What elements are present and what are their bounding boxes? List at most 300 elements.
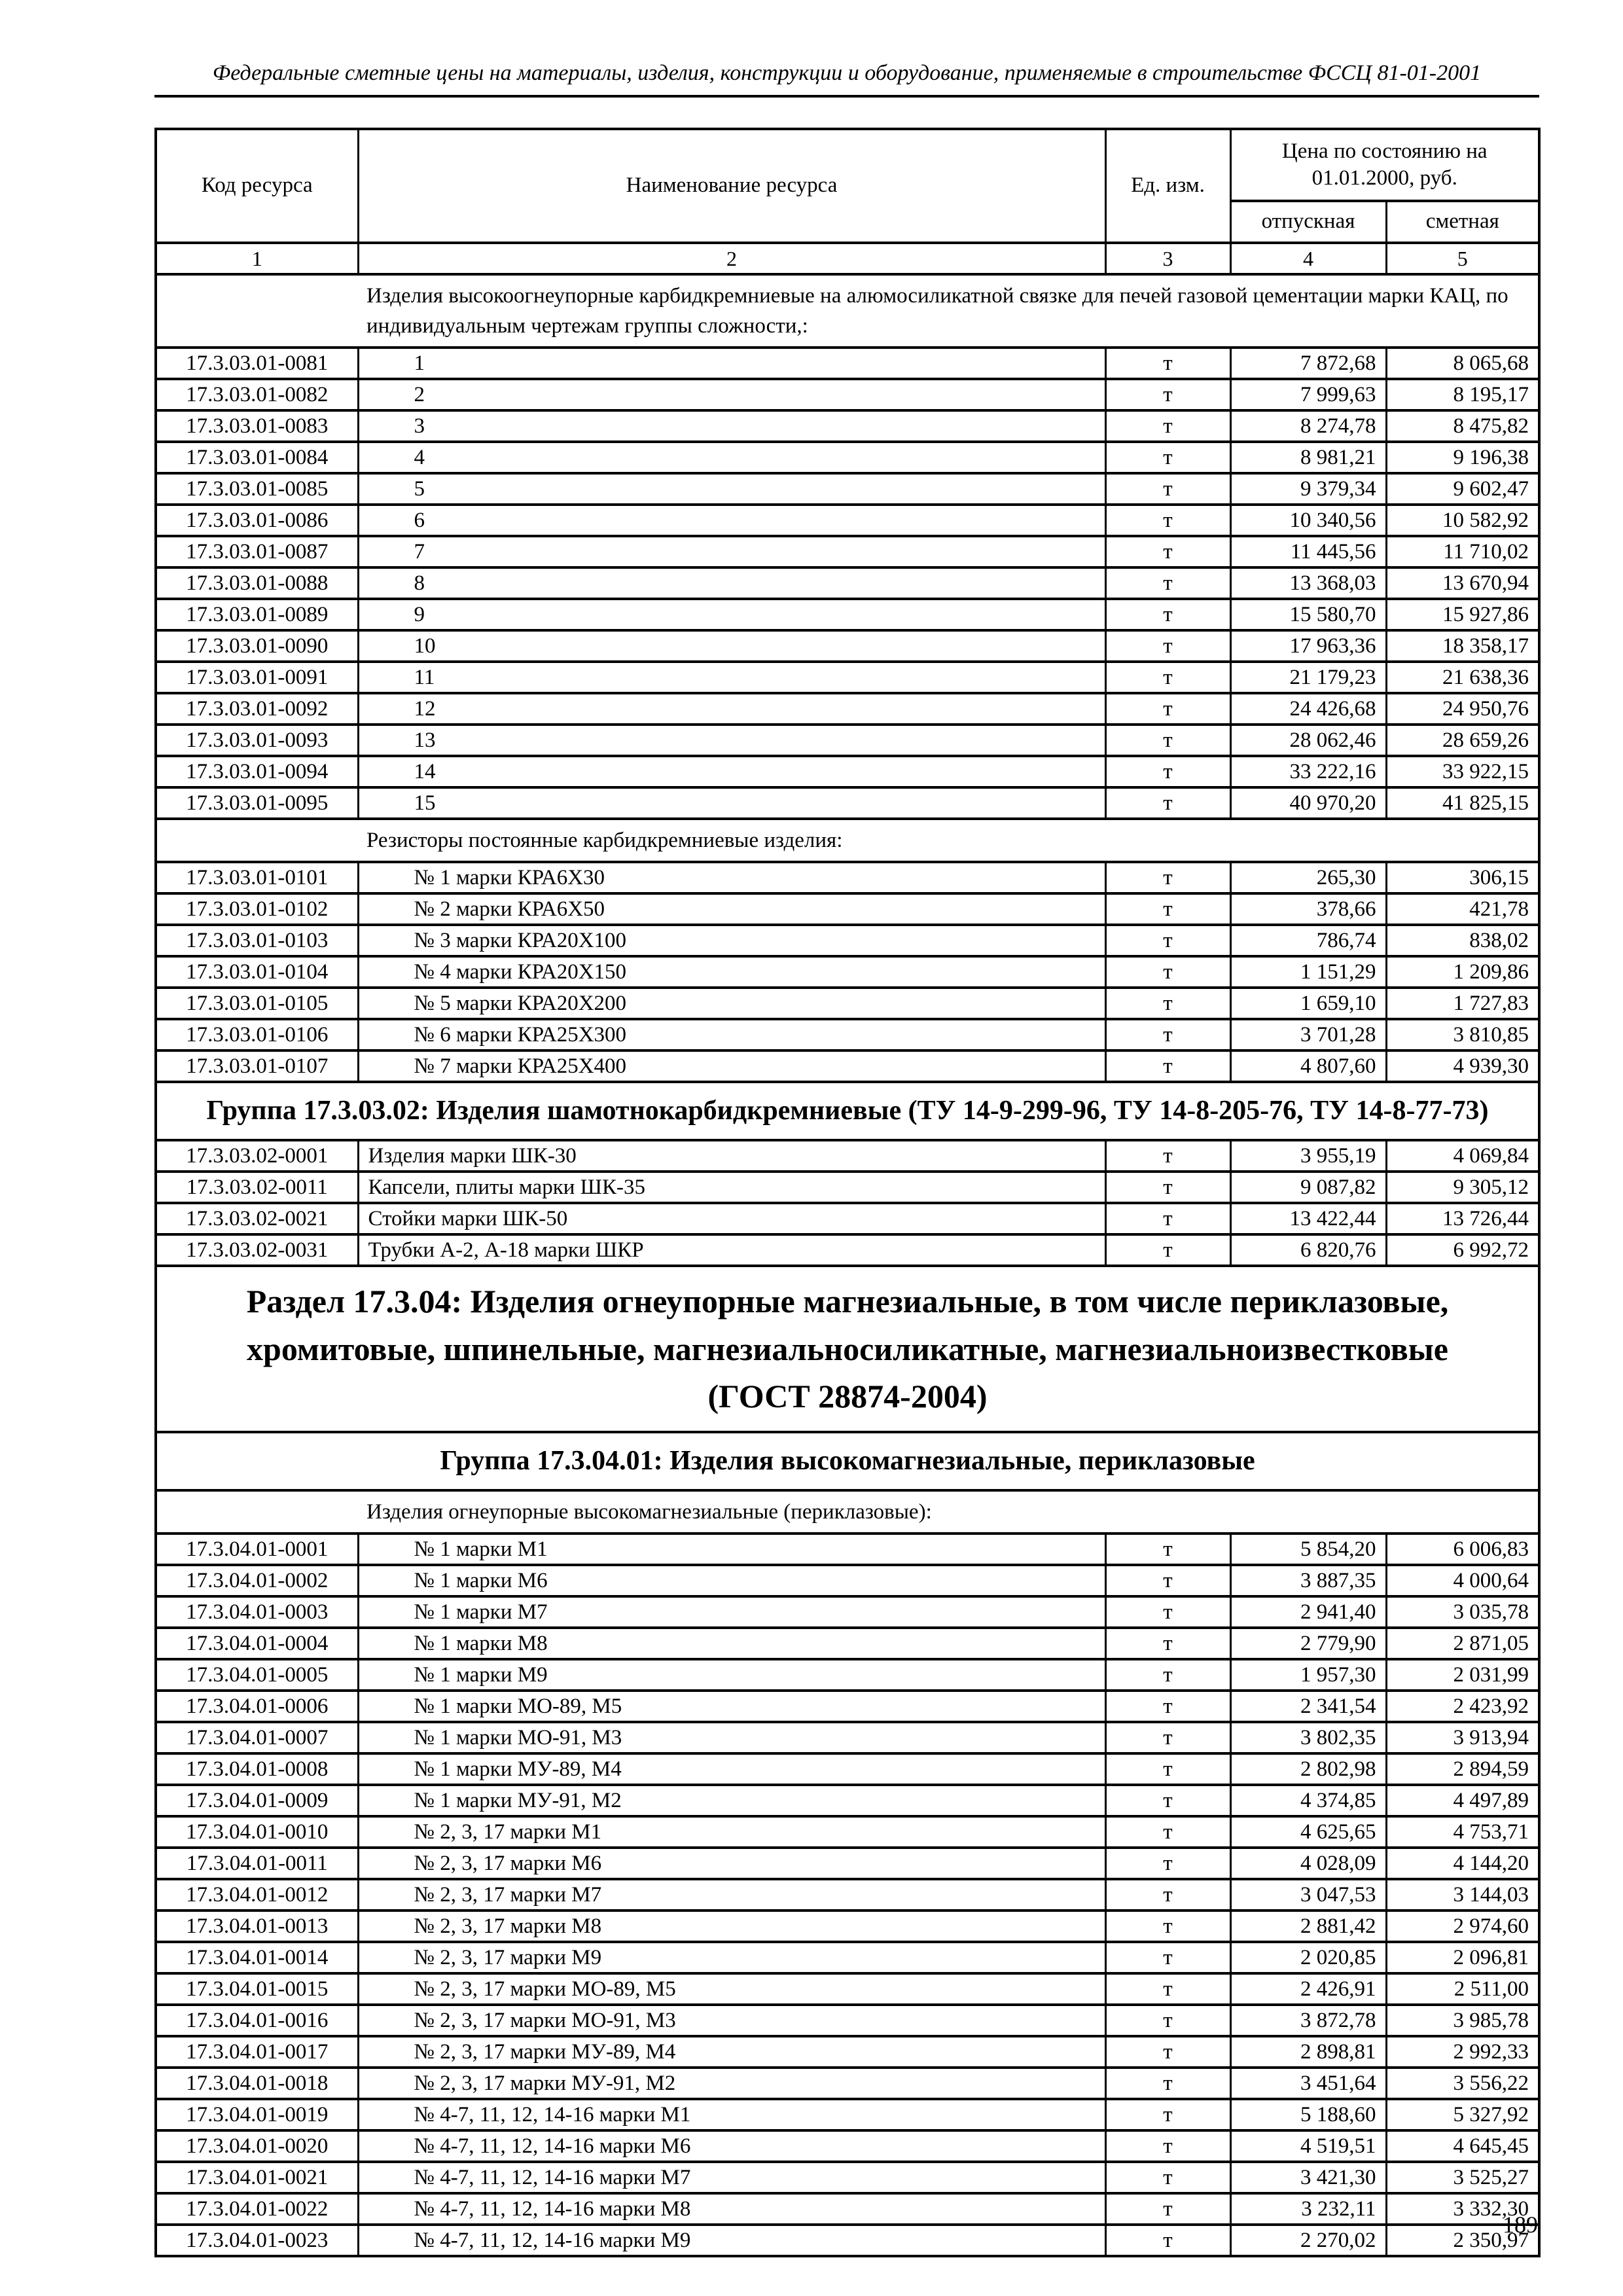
resource-name-cell: № 5 марки КРА20Х200 bbox=[358, 988, 1105, 1019]
resource-name-cell: № 4-7, 11, 12, 14-16 марки М9 bbox=[358, 2225, 1105, 2256]
price-otpusk-cell: 3 232,11 bbox=[1230, 2193, 1386, 2225]
price-smeta-cell: 2 992,33 bbox=[1386, 2036, 1539, 2068]
resource-name-cell: 15 bbox=[358, 787, 1105, 819]
resource-code-cell: 17.3.03.02-0031 bbox=[156, 1234, 358, 1266]
price-smeta-cell: 2 350,97 bbox=[1386, 2225, 1539, 2256]
resource-code-cell: 17.3.03.01-0089 bbox=[156, 599, 358, 630]
resource-name-cell: № 2, 3, 17 марки МУ-89, М4 bbox=[358, 2036, 1105, 2068]
price-otpusk-cell: 13 422,44 bbox=[1230, 1203, 1386, 1234]
resource-code-cell: 17.3.04.01-0008 bbox=[156, 1753, 358, 1785]
unit-cell: т bbox=[1105, 1973, 1230, 2005]
unit-cell: т bbox=[1105, 1534, 1230, 1565]
price-otpusk-cell: 17 963,36 bbox=[1230, 630, 1386, 662]
unit-cell: т bbox=[1105, 956, 1230, 988]
resource-name-cell: 13 bbox=[358, 725, 1105, 756]
price-smeta-cell: 4 144,20 bbox=[1386, 1848, 1539, 1879]
unit-cell: т bbox=[1105, 2162, 1230, 2193]
price-smeta-cell: 4 000,64 bbox=[1386, 1565, 1539, 1596]
table-row bbox=[156, 1879, 1539, 1910]
price-otpusk-cell: 2 779,90 bbox=[1230, 1628, 1386, 1659]
resource-code-cell: 17.3.04.01-0018 bbox=[156, 2068, 358, 2099]
resource-code-cell: 17.3.03.01-0101 bbox=[156, 862, 358, 893]
resource-name-cell: Изделия марки ШК-30 bbox=[358, 1140, 1105, 1172]
price-otpusk-cell: 4 374,85 bbox=[1230, 1785, 1386, 1816]
unit-cell: т bbox=[1105, 1785, 1230, 1816]
resource-code-cell: 17.3.03.02-0021 bbox=[156, 1203, 358, 1234]
unit-cell: т bbox=[1105, 348, 1230, 379]
resource-code-cell: 17.3.03.01-0084 bbox=[156, 442, 358, 473]
table-row bbox=[156, 1910, 1539, 1942]
resource-code-cell: 17.3.03.01-0081 bbox=[156, 348, 358, 379]
resource-code-cell: 17.3.03.02-0011 bbox=[156, 1172, 358, 1203]
price-otpusk-cell: 7 872,68 bbox=[1230, 348, 1386, 379]
price-otpusk-cell: 2 941,40 bbox=[1230, 1596, 1386, 1628]
unit-cell: т bbox=[1105, 442, 1230, 473]
price-otpusk-cell: 3 701,28 bbox=[1230, 1019, 1386, 1050]
header-row-column-numbers bbox=[156, 243, 1539, 274]
resource-name-cell: 11 bbox=[358, 662, 1105, 693]
price-otpusk-cell: 40 970,20 bbox=[1230, 787, 1386, 819]
document-title: Федеральные сметные цены на материалы, изделия, конструкции и оборудование, применяемые в строительстве ФССЦ 81-01-2001 bbox=[212, 61, 1482, 85]
resource-name-cell: № 1 марки МО-89, М5 bbox=[358, 1691, 1105, 1722]
resource-name-cell: № 1 марки М6 bbox=[358, 1565, 1105, 1596]
resource-name-cell: № 2, 3, 17 марки М6 bbox=[358, 1848, 1105, 1879]
column-number: 4 bbox=[1230, 243, 1386, 274]
desc-header-cell: Резисторы постоянные карбидкремниевые изделия: bbox=[156, 819, 1539, 862]
price-smeta-cell: 2 871,05 bbox=[1386, 1628, 1539, 1659]
price-otpusk-cell: 2 020,85 bbox=[1230, 1942, 1386, 1973]
resource-code-cell: 17.3.04.01-0022 bbox=[156, 2193, 358, 2225]
price-otpusk-cell: 3 887,35 bbox=[1230, 1565, 1386, 1596]
unit-cell: т bbox=[1105, 2193, 1230, 2225]
unit-cell: т bbox=[1105, 410, 1230, 442]
table-row bbox=[156, 1019, 1539, 1050]
price-smeta-cell: 21 638,36 bbox=[1386, 662, 1539, 693]
price-smeta-cell: 8 065,68 bbox=[1386, 348, 1539, 379]
resource-code-cell: 17.3.03.01-0093 bbox=[156, 725, 358, 756]
resource-name-cell: № 2, 3, 17 марки М8 bbox=[358, 1910, 1105, 1942]
table-row bbox=[156, 1565, 1539, 1596]
resource-name-cell: № 2, 3, 17 марки М1 bbox=[358, 1816, 1105, 1848]
price-smeta-cell: 2 031,99 bbox=[1386, 1659, 1539, 1691]
price-smeta-cell: 8 195,17 bbox=[1386, 379, 1539, 410]
price-smeta-cell: 3 913,94 bbox=[1386, 1722, 1539, 1753]
resource-name-cell: № 1 марки М1 bbox=[358, 1534, 1105, 1565]
unit-cell: т bbox=[1105, 2130, 1230, 2162]
resource-name-cell: Трубки А-2, А-18 марки ШКР bbox=[358, 1234, 1105, 1266]
table-row-section bbox=[156, 1266, 1539, 1432]
price-smeta-cell: 33 922,15 bbox=[1386, 756, 1539, 787]
resource-code-cell: 17.3.03.01-0094 bbox=[156, 756, 358, 787]
resource-code-cell: 17.3.03.01-0088 bbox=[156, 567, 358, 599]
price-smeta-cell: 3 332,30 bbox=[1386, 2193, 1539, 2225]
price-otpusk-cell: 1 151,29 bbox=[1230, 956, 1386, 988]
resource-code-cell: 17.3.03.01-0095 bbox=[156, 787, 358, 819]
resource-code-cell: 17.3.03.01-0104 bbox=[156, 956, 358, 988]
table-body bbox=[156, 274, 1539, 2256]
table-row-desc bbox=[156, 274, 1539, 348]
resource-name-cell: № 2, 3, 17 марки МУ-91, М2 bbox=[358, 2068, 1105, 2099]
price-otpusk-cell: 5 188,60 bbox=[1230, 2099, 1386, 2130]
unit-cell: т bbox=[1105, 599, 1230, 630]
resource-code-cell: 17.3.03.01-0090 bbox=[156, 630, 358, 662]
resource-code-cell: 17.3.04.01-0012 bbox=[156, 1879, 358, 1910]
price-otpusk-cell: 4 028,09 bbox=[1230, 1848, 1386, 1879]
price-otpusk-cell: 9 087,82 bbox=[1230, 1172, 1386, 1203]
resource-name-cell: № 2, 3, 17 марки МО-89, М5 bbox=[358, 1973, 1105, 2005]
unit-cell: т bbox=[1105, 1203, 1230, 1234]
price-otpusk-cell: 3 451,64 bbox=[1230, 2068, 1386, 2099]
table-row bbox=[156, 442, 1539, 473]
table-row-group bbox=[156, 1082, 1539, 1140]
unit-cell: т bbox=[1105, 2005, 1230, 2036]
resource-name-cell: Капсели, плиты марки ШК-35 bbox=[358, 1172, 1105, 1203]
price-smeta-cell: 4 069,84 bbox=[1386, 1140, 1539, 1172]
table-row-group bbox=[156, 1432, 1539, 1490]
resource-name-cell: № 2, 3, 17 марки МО-91, М3 bbox=[358, 2005, 1105, 2036]
resource-code-cell: 17.3.04.01-0001 bbox=[156, 1534, 358, 1565]
resource-name-cell: 12 bbox=[358, 693, 1105, 725]
price-otpusk-cell: 28 062,46 bbox=[1230, 725, 1386, 756]
table-row bbox=[156, 1722, 1539, 1753]
price-otpusk-cell: 4 807,60 bbox=[1230, 1050, 1386, 1082]
resource-name-cell: 5 bbox=[358, 473, 1105, 505]
col-header-price-smeta: сметная bbox=[1386, 201, 1539, 243]
col-header-resource-name: Наименование ресурса bbox=[358, 129, 1105, 243]
unit-cell: т bbox=[1105, 1691, 1230, 1722]
unit-cell: т bbox=[1105, 662, 1230, 693]
table-row bbox=[156, 1534, 1539, 1565]
resource-name-cell: № 4-7, 11, 12, 14-16 марки М1 bbox=[358, 2099, 1105, 2130]
table-row bbox=[156, 1816, 1539, 1848]
price-otpusk-cell: 2 270,02 bbox=[1230, 2225, 1386, 2256]
resource-name-cell: 6 bbox=[358, 505, 1105, 536]
unit-cell: т bbox=[1105, 893, 1230, 925]
table-row bbox=[156, 2162, 1539, 2193]
resource-code-cell: 17.3.03.01-0083 bbox=[156, 410, 358, 442]
group-header-cell: Группа 17.3.03.02: Изделия шамотнокарбидкремниевые (ТУ 14-9-299-96, ТУ 14-8-205-76, ТУ 14-8-77-73) bbox=[156, 1082, 1539, 1140]
resource-code-cell: 17.3.03.01-0087 bbox=[156, 536, 358, 567]
resource-code-cell: 17.3.04.01-0013 bbox=[156, 1910, 358, 1942]
price-smeta-cell: 15 927,86 bbox=[1386, 599, 1539, 630]
unit-cell: т bbox=[1105, 1140, 1230, 1172]
table-row bbox=[156, 925, 1539, 956]
unit-cell: т bbox=[1105, 787, 1230, 819]
table-row bbox=[156, 1140, 1539, 1172]
resource-code-cell: 17.3.03.01-0082 bbox=[156, 379, 358, 410]
price-smeta-cell: 41 825,15 bbox=[1386, 787, 1539, 819]
unit-cell: т bbox=[1105, 756, 1230, 787]
price-otpusk-cell: 8 274,78 bbox=[1230, 410, 1386, 442]
unit-cell: т bbox=[1105, 1879, 1230, 1910]
resource-code-cell: 17.3.04.01-0006 bbox=[156, 1691, 358, 1722]
unit-cell: т bbox=[1105, 693, 1230, 725]
resource-name-cell: № 2 марки КРА6Х50 bbox=[358, 893, 1105, 925]
section-header-cell: Раздел 17.3.04: Изделия огнеупорные магнезиальные, в том числе периклазовые, хромитовые, шпинельные, магнезиальносиликатные, магнезиальноизвестковые (ГОСТ 28874-2004) bbox=[156, 1266, 1539, 1432]
price-otpusk-cell: 3 047,53 bbox=[1230, 1879, 1386, 1910]
table-row bbox=[156, 1848, 1539, 1879]
resource-name-cell: № 4-7, 11, 12, 14-16 марки М8 bbox=[358, 2193, 1105, 2225]
resource-name-cell: № 1 марки МУ-91, М2 bbox=[358, 1785, 1105, 1816]
unit-cell: т bbox=[1105, 1596, 1230, 1628]
price-otpusk-cell: 33 222,16 bbox=[1230, 756, 1386, 787]
group-header-cell: Группа 17.3.04.01: Изделия высокомагнезиальные, периклазовые bbox=[156, 1432, 1539, 1490]
unit-cell: т bbox=[1105, 379, 1230, 410]
resource-name-cell: № 1 марки КРА6Х30 bbox=[358, 862, 1105, 893]
price-smeta-cell: 9 196,38 bbox=[1386, 442, 1539, 473]
resource-code-cell: 17.3.03.01-0106 bbox=[156, 1019, 358, 1050]
price-smeta-cell: 13 670,94 bbox=[1386, 567, 1539, 599]
price-smeta-cell: 13 726,44 bbox=[1386, 1203, 1539, 1234]
price-smeta-cell: 2 511,00 bbox=[1386, 1973, 1539, 2005]
table-row bbox=[156, 2099, 1539, 2130]
price-otpusk-cell: 10 340,56 bbox=[1230, 505, 1386, 536]
unit-cell: т bbox=[1105, 2225, 1230, 2256]
resource-name-cell: № 2, 3, 17 марки М9 bbox=[358, 1942, 1105, 1973]
table-row bbox=[156, 379, 1539, 410]
price-otpusk-cell: 15 580,70 bbox=[1230, 599, 1386, 630]
price-table bbox=[154, 128, 1541, 2257]
resource-code-cell: 17.3.03.01-0091 bbox=[156, 662, 358, 693]
unit-cell: т bbox=[1105, 725, 1230, 756]
price-otpusk-cell: 21 179,23 bbox=[1230, 662, 1386, 693]
column-number: 3 bbox=[1105, 243, 1230, 274]
price-smeta-cell: 6 992,72 bbox=[1386, 1234, 1539, 1266]
price-otpusk-cell: 2 802,98 bbox=[1230, 1753, 1386, 1785]
price-otpusk-cell: 13 368,03 bbox=[1230, 567, 1386, 599]
unit-cell: т bbox=[1105, 2036, 1230, 2068]
table-row bbox=[156, 862, 1539, 893]
table-header bbox=[156, 129, 1539, 274]
unit-cell: т bbox=[1105, 567, 1230, 599]
resource-name-cell: № 4 марки КРА20Х150 bbox=[358, 956, 1105, 988]
desc-header-cell: Изделия огнеупорные высокомагнезиальные (периклазовые): bbox=[156, 1490, 1539, 1534]
resource-code-cell: 17.3.03.01-0085 bbox=[156, 473, 358, 505]
price-smeta-cell: 8 475,82 bbox=[1386, 410, 1539, 442]
table-row bbox=[156, 1234, 1539, 1266]
resource-name-cell: № 1 марки МО-91, М3 bbox=[358, 1722, 1105, 1753]
unit-cell: т bbox=[1105, 473, 1230, 505]
price-smeta-cell: 3 810,85 bbox=[1386, 1019, 1539, 1050]
resource-code-cell: 17.3.03.02-0001 bbox=[156, 1140, 358, 1172]
price-otpusk-cell: 2 426,91 bbox=[1230, 1973, 1386, 2005]
resource-name-cell: № 3 марки КРА20Х100 bbox=[358, 925, 1105, 956]
page-number: 189 bbox=[1503, 2212, 1538, 2238]
unit-cell: т bbox=[1105, 1050, 1230, 1082]
resource-name-cell: № 4-7, 11, 12, 14-16 марки М6 bbox=[358, 2130, 1105, 2162]
resource-name-cell: 8 bbox=[358, 567, 1105, 599]
resource-code-cell: 17.3.04.01-0017 bbox=[156, 2036, 358, 2068]
table-row-desc bbox=[156, 819, 1539, 862]
price-otpusk-cell: 24 426,68 bbox=[1230, 693, 1386, 725]
unit-cell: т bbox=[1105, 2068, 1230, 2099]
price-otpusk-cell: 7 999,63 bbox=[1230, 379, 1386, 410]
table-row bbox=[156, 756, 1539, 787]
resource-name-cell: 2 bbox=[358, 379, 1105, 410]
table-row bbox=[156, 348, 1539, 379]
table-row bbox=[156, 2225, 1539, 2256]
price-smeta-cell: 3 035,78 bbox=[1386, 1596, 1539, 1628]
table-row bbox=[156, 473, 1539, 505]
resource-code-cell: 17.3.03.01-0103 bbox=[156, 925, 358, 956]
price-smeta-cell: 3 144,03 bbox=[1386, 1879, 1539, 1910]
resource-name-cell: 10 bbox=[358, 630, 1105, 662]
price-otpusk-cell: 2 881,42 bbox=[1230, 1910, 1386, 1942]
resource-name-cell: 9 bbox=[358, 599, 1105, 630]
table-row bbox=[156, 410, 1539, 442]
price-otpusk-cell: 3 421,30 bbox=[1230, 2162, 1386, 2193]
header-row-labels bbox=[156, 129, 1539, 201]
table-row bbox=[156, 536, 1539, 567]
table-row bbox=[156, 630, 1539, 662]
col-header-resource-code: Код ресурса bbox=[156, 129, 358, 243]
price-otpusk-cell: 4 519,51 bbox=[1230, 2130, 1386, 2162]
table-row bbox=[156, 1203, 1539, 1234]
price-smeta-cell: 4 645,45 bbox=[1386, 2130, 1539, 2162]
resource-name-cell: 7 bbox=[358, 536, 1105, 567]
unit-cell: т bbox=[1105, 1628, 1230, 1659]
resource-name-cell: № 2, 3, 17 марки М7 bbox=[358, 1879, 1105, 1910]
price-smeta-cell: 24 950,76 bbox=[1386, 693, 1539, 725]
table-row bbox=[156, 2193, 1539, 2225]
resource-name-cell: № 6 марки КРА25Х300 bbox=[358, 1019, 1105, 1050]
unit-cell: т bbox=[1105, 988, 1230, 1019]
page-header bbox=[154, 60, 1539, 98]
unit-cell: т bbox=[1105, 925, 1230, 956]
price-otpusk-cell: 5 854,20 bbox=[1230, 1534, 1386, 1565]
price-otpusk-cell: 1 659,10 bbox=[1230, 988, 1386, 1019]
resource-name-cell: № 1 марки М8 bbox=[358, 1628, 1105, 1659]
table-row bbox=[156, 956, 1539, 988]
resource-code-cell: 17.3.03.01-0102 bbox=[156, 893, 358, 925]
resource-code-cell: 17.3.04.01-0020 bbox=[156, 2130, 358, 2162]
unit-cell: т bbox=[1105, 1172, 1230, 1203]
table-row bbox=[156, 1596, 1539, 1628]
column-number: 5 bbox=[1386, 243, 1539, 274]
resource-name-cell: 4 bbox=[358, 442, 1105, 473]
price-smeta-cell: 2 894,59 bbox=[1386, 1753, 1539, 1785]
column-number: 2 bbox=[358, 243, 1105, 274]
unit-cell: т bbox=[1105, 1234, 1230, 1266]
resource-code-cell: 17.3.04.01-0016 bbox=[156, 2005, 358, 2036]
resource-code-cell: 17.3.04.01-0007 bbox=[156, 1722, 358, 1753]
unit-cell: т bbox=[1105, 1659, 1230, 1691]
resource-code-cell: 17.3.04.01-0011 bbox=[156, 1848, 358, 1879]
price-smeta-cell: 838,02 bbox=[1386, 925, 1539, 956]
price-otpusk-cell: 6 820,76 bbox=[1230, 1234, 1386, 1266]
price-smeta-cell: 5 327,92 bbox=[1386, 2099, 1539, 2130]
col-header-unit: Ед. изм. bbox=[1105, 129, 1230, 243]
price-otpusk-cell: 378,66 bbox=[1230, 893, 1386, 925]
resource-code-cell: 17.3.03.01-0092 bbox=[156, 693, 358, 725]
table-row bbox=[156, 1942, 1539, 1973]
resource-name-cell: № 1 марки М9 bbox=[358, 1659, 1105, 1691]
table-row bbox=[156, 2036, 1539, 2068]
resource-code-cell: 17.3.04.01-0003 bbox=[156, 1596, 358, 1628]
col-header-price-group: Цена по состоянию на 01.01.2000, руб. bbox=[1230, 129, 1539, 201]
resource-name-cell: № 1 марки М7 bbox=[358, 1596, 1105, 1628]
resource-code-cell: 17.3.04.01-0010 bbox=[156, 1816, 358, 1848]
price-smeta-cell: 2 974,60 bbox=[1386, 1910, 1539, 1942]
price-otpusk-cell: 1 957,30 bbox=[1230, 1659, 1386, 1691]
unit-cell: т bbox=[1105, 1848, 1230, 1879]
price-smeta-cell: 28 659,26 bbox=[1386, 725, 1539, 756]
unit-cell: т bbox=[1105, 1942, 1230, 1973]
unit-cell: т bbox=[1105, 1816, 1230, 1848]
price-otpusk-cell: 2 898,81 bbox=[1230, 2036, 1386, 2068]
table-row bbox=[156, 1691, 1539, 1722]
price-smeta-cell: 6 006,83 bbox=[1386, 1534, 1539, 1565]
resource-name-cell: № 7 марки КРА25Х400 bbox=[358, 1050, 1105, 1082]
table-row bbox=[156, 2005, 1539, 2036]
table-row bbox=[156, 693, 1539, 725]
price-smeta-cell: 10 582,92 bbox=[1386, 505, 1539, 536]
price-otpusk-cell: 786,74 bbox=[1230, 925, 1386, 956]
resource-code-cell: 17.3.03.01-0107 bbox=[156, 1050, 358, 1082]
resource-code-cell: 17.3.04.01-0019 bbox=[156, 2099, 358, 2130]
unit-cell: т bbox=[1105, 536, 1230, 567]
col-header-price-otpusk: отпускная bbox=[1230, 201, 1386, 243]
unit-cell: т bbox=[1105, 1753, 1230, 1785]
unit-cell: т bbox=[1105, 2099, 1230, 2130]
resource-code-cell: 17.3.04.01-0009 bbox=[156, 1785, 358, 1816]
table-row bbox=[156, 2068, 1539, 2099]
price-smeta-cell: 3 985,78 bbox=[1386, 2005, 1539, 2036]
price-smeta-cell: 11 710,02 bbox=[1386, 536, 1539, 567]
unit-cell: т bbox=[1105, 1910, 1230, 1942]
resource-code-cell: 17.3.04.01-0004 bbox=[156, 1628, 358, 1659]
table-row bbox=[156, 725, 1539, 756]
column-number: 1 bbox=[156, 243, 358, 274]
table-row bbox=[156, 662, 1539, 693]
table-row bbox=[156, 1753, 1539, 1785]
resource-code-cell: 17.3.04.01-0021 bbox=[156, 2162, 358, 2193]
price-smeta-cell: 4 497,89 bbox=[1386, 1785, 1539, 1816]
price-smeta-cell: 9 602,47 bbox=[1386, 473, 1539, 505]
table-row bbox=[156, 1659, 1539, 1691]
unit-cell: т bbox=[1105, 1565, 1230, 1596]
price-smeta-cell: 3 556,22 bbox=[1386, 2068, 1539, 2099]
unit-cell: т bbox=[1105, 505, 1230, 536]
resource-code-cell: 17.3.04.01-0023 bbox=[156, 2225, 358, 2256]
table-row bbox=[156, 787, 1539, 819]
table-row-desc bbox=[156, 1490, 1539, 1534]
table-row bbox=[156, 893, 1539, 925]
price-smeta-cell: 3 525,27 bbox=[1386, 2162, 1539, 2193]
table-row bbox=[156, 1172, 1539, 1203]
resource-code-cell: 17.3.04.01-0015 bbox=[156, 1973, 358, 2005]
resource-code-cell: 17.3.04.01-0014 bbox=[156, 1942, 358, 1973]
table-row bbox=[156, 599, 1539, 630]
resource-name-cell: № 4-7, 11, 12, 14-16 марки М7 bbox=[358, 2162, 1105, 2193]
price-otpusk-cell: 3 872,78 bbox=[1230, 2005, 1386, 2036]
resource-code-cell: 17.3.03.01-0105 bbox=[156, 988, 358, 1019]
table-row bbox=[156, 505, 1539, 536]
table-row bbox=[156, 1785, 1539, 1816]
resource-code-cell: 17.3.03.01-0086 bbox=[156, 505, 358, 536]
table-row bbox=[156, 988, 1539, 1019]
resource-code-cell: 17.3.04.01-0005 bbox=[156, 1659, 358, 1691]
price-smeta-cell: 4 753,71 bbox=[1386, 1816, 1539, 1848]
unit-cell: т bbox=[1105, 1722, 1230, 1753]
price-smeta-cell: 421,78 bbox=[1386, 893, 1539, 925]
table-row bbox=[156, 567, 1539, 599]
price-otpusk-cell: 11 445,56 bbox=[1230, 536, 1386, 567]
price-smeta-cell: 1 727,83 bbox=[1386, 988, 1539, 1019]
unit-cell: т bbox=[1105, 1019, 1230, 1050]
price-smeta-cell: 9 305,12 bbox=[1386, 1172, 1539, 1203]
table-row bbox=[156, 1050, 1539, 1082]
